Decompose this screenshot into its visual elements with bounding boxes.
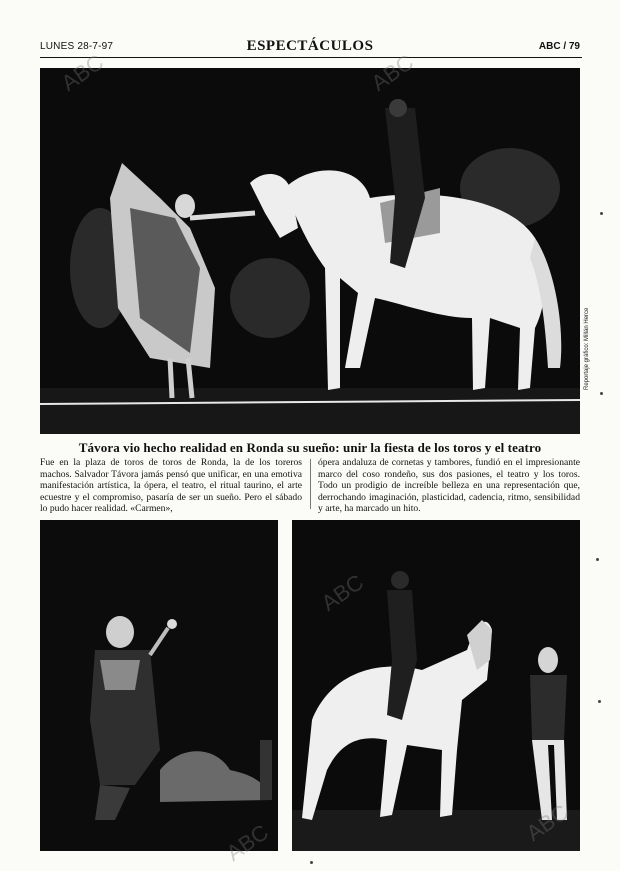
watermark: ABC: [316, 569, 369, 616]
issue-date: LUNES 28-7-97: [40, 41, 114, 52]
header-rule: [40, 57, 582, 58]
photo-rider-and-matador: [292, 520, 580, 851]
watermark: ABC: [521, 799, 574, 846]
margin-mark: [310, 861, 313, 864]
page-number: ABC / 79: [538, 41, 580, 52]
margin-mark: [600, 212, 603, 215]
margin-mark: [596, 558, 599, 561]
article-column-1: Fue en la plaza de toros de toros de Ronda, la de los toreros machos. Salvador Távora jamás pensó que unificar, en una emotiva manifestación artística, la ópera, el teatro, el ritual taurino, el arte ecuestre y el compromiso, pasaría de ser un sueño. Pero el sábado lo pudo hacer realidad. «Carmen»,: [40, 457, 302, 515]
margin-mark: [600, 392, 603, 395]
column-divider: [310, 459, 311, 509]
main-photo-horse-and-dancer: [40, 68, 580, 434]
watermark: ABC: [221, 819, 274, 866]
watermark: ABC: [56, 49, 109, 96]
article-column-2: ópera andaluza de cornetas y tambores, fundió en el impresionante marco del coso rondeño, sus dos pasiones, el teatro y los toros. Todo un prodigio de increíble belleza en una representación que, derrochando imaginación, plasticidad, cadencia, ritmo, sensibilidad y arte, ha marcado un hito.: [318, 457, 580, 515]
margin-mark: [598, 700, 601, 703]
article-headline: Távora vio hecho realidad en Ronda su sueño: unir la fiesta de los toros y el teatro: [78, 440, 542, 455]
section-title: ESPECTÁCULOS: [246, 38, 374, 54]
watermark: ABC: [366, 49, 419, 96]
photo-performer-kneeling: [40, 520, 278, 851]
